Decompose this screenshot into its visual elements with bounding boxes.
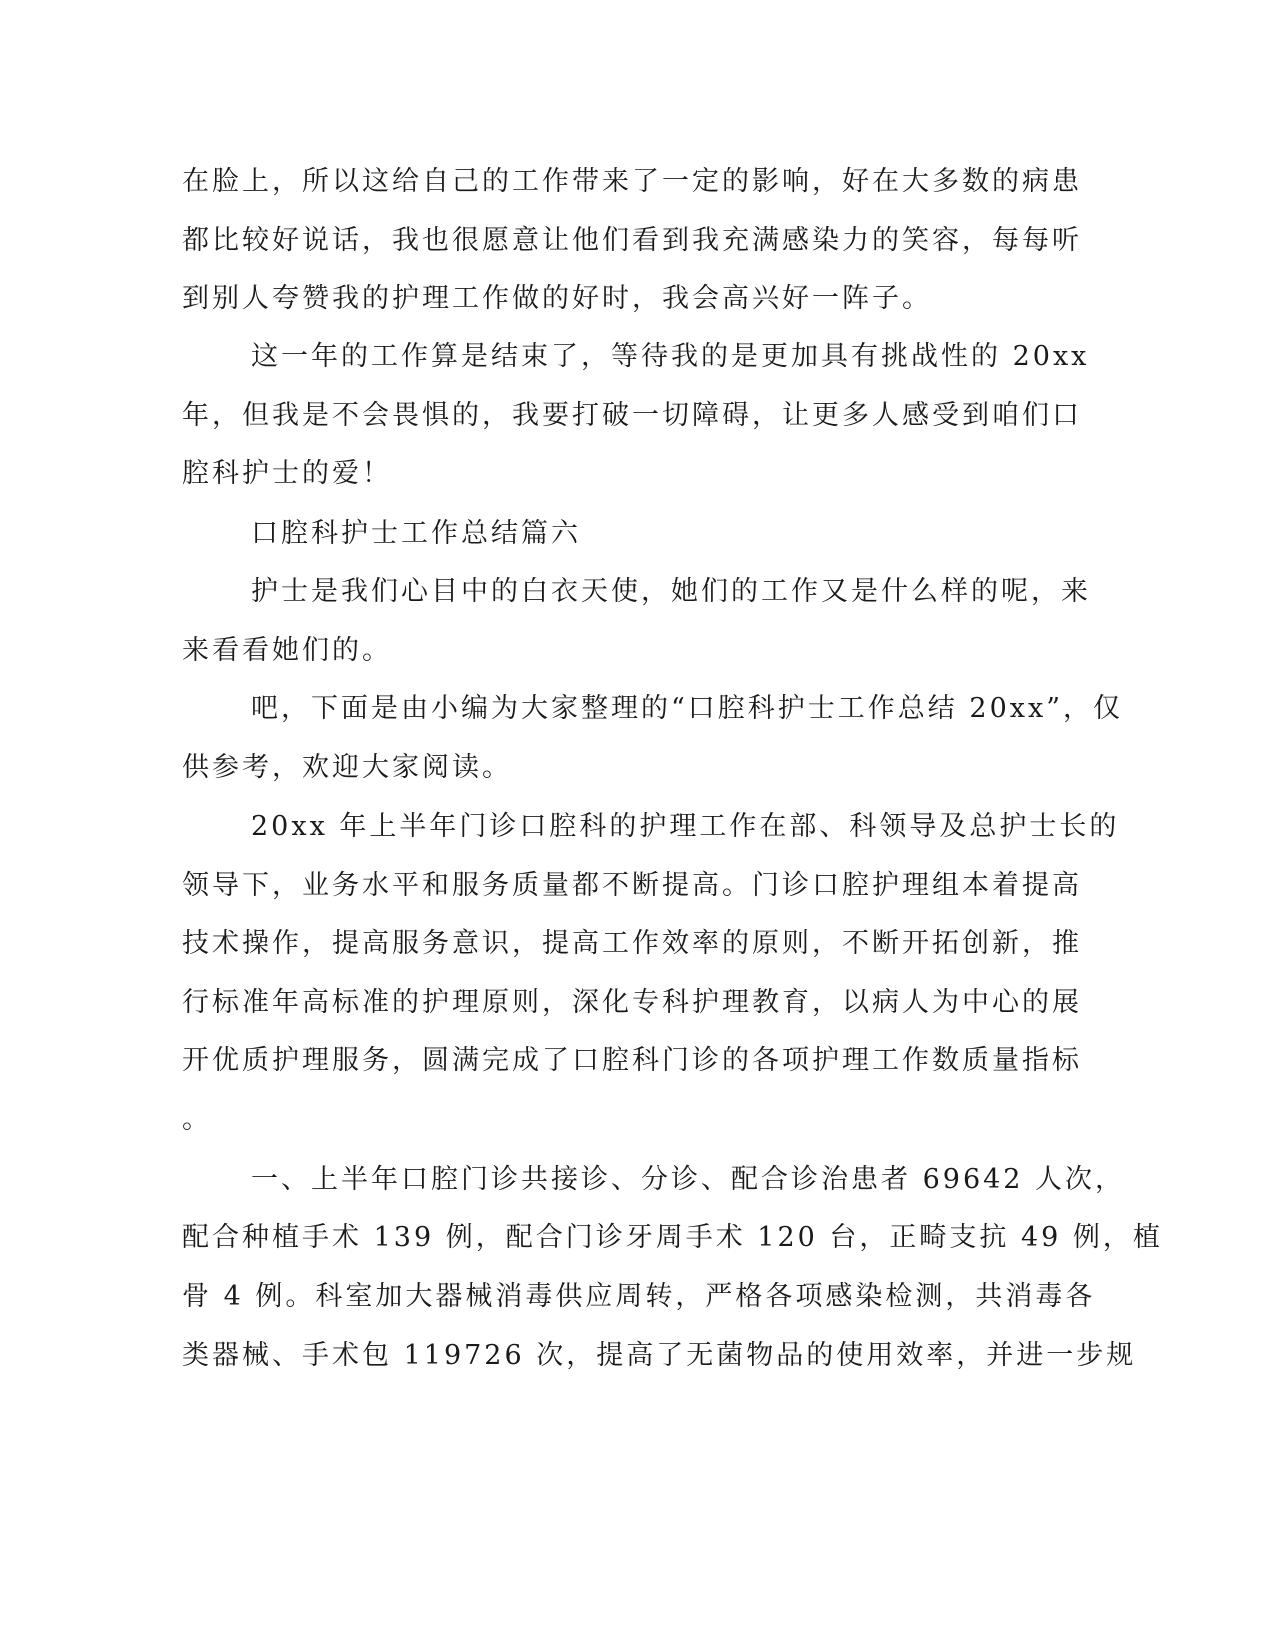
text-line: 骨 4 例。科室加大器械消毒供应周转，严格各项感染检测，共消毒各 xyxy=(182,1281,1096,1312)
paragraph-start-line: 护士是我们心目中的白衣天使，她们的工作又是什么样的呢，来 xyxy=(251,576,1091,607)
text-line: 供参考，欢迎大家阅读。 xyxy=(182,752,512,783)
text-line: 配合种植手术 139 例，配合门诊牙周手术 120 台，正畸支抗 49 例，植 xyxy=(182,1222,1163,1253)
text-line: 都比较好说话，我也很愿意让他们看到我充满感染力的笑容，每每听 xyxy=(182,225,1082,256)
text-line: 领导下，业务水平和服务质量都不断提高。门诊口腔护理组本着提高 xyxy=(182,870,1082,901)
text-line: 。 xyxy=(182,1104,212,1135)
text-line: 来看看她们的。 xyxy=(182,635,392,666)
text-line: 技术操作，提高服务意识，提高工作效率的原则，不断开拓创新，推 xyxy=(182,928,1082,959)
text-line: 类器械、手术包 119726 次，提高了无菌物品的使用效率，并进一步规 xyxy=(182,1340,1137,1371)
section-heading: 口腔科护士工作总结篇六 xyxy=(251,518,581,549)
text-line: 年，但我是不会畏惧的，我要打破一切障碍，让更多人感受到咱们口 xyxy=(182,400,1082,431)
paragraph-start-line: 吧，下面是由小编为大家整理的“口腔科护士工作总结 20xx”，仅 xyxy=(251,693,1123,724)
text-line: 在脸上，所以这给自己的工作带来了一定的影响，好在大多数的病患 xyxy=(182,166,1082,197)
text-line: 到别人夸赞我的护理工作做的好时，我会高兴好一阵子。 xyxy=(182,283,932,314)
text-line: 腔科护士的爱！ xyxy=(182,458,392,489)
paragraph-start-line: 一、上半年口腔门诊共接诊、分诊、配合诊治患者 69642 人次， xyxy=(251,1164,1126,1195)
text-line: 开优质护理服务，圆满完成了口腔科门诊的各项护理工作数质量指标 xyxy=(182,1045,1082,1076)
text-line: 行标准年高标准的护理原则，深化专科护理教育，以病人为中心的展 xyxy=(182,987,1082,1018)
paragraph-start-line: 20xx 年上半年门诊口腔科的护理工作在部、科领导及总护士长的 xyxy=(251,811,1120,842)
paragraph-start-line: 这一年的工作算是结束了，等待我的是更加具有挑战性的 20xx xyxy=(251,341,1090,372)
